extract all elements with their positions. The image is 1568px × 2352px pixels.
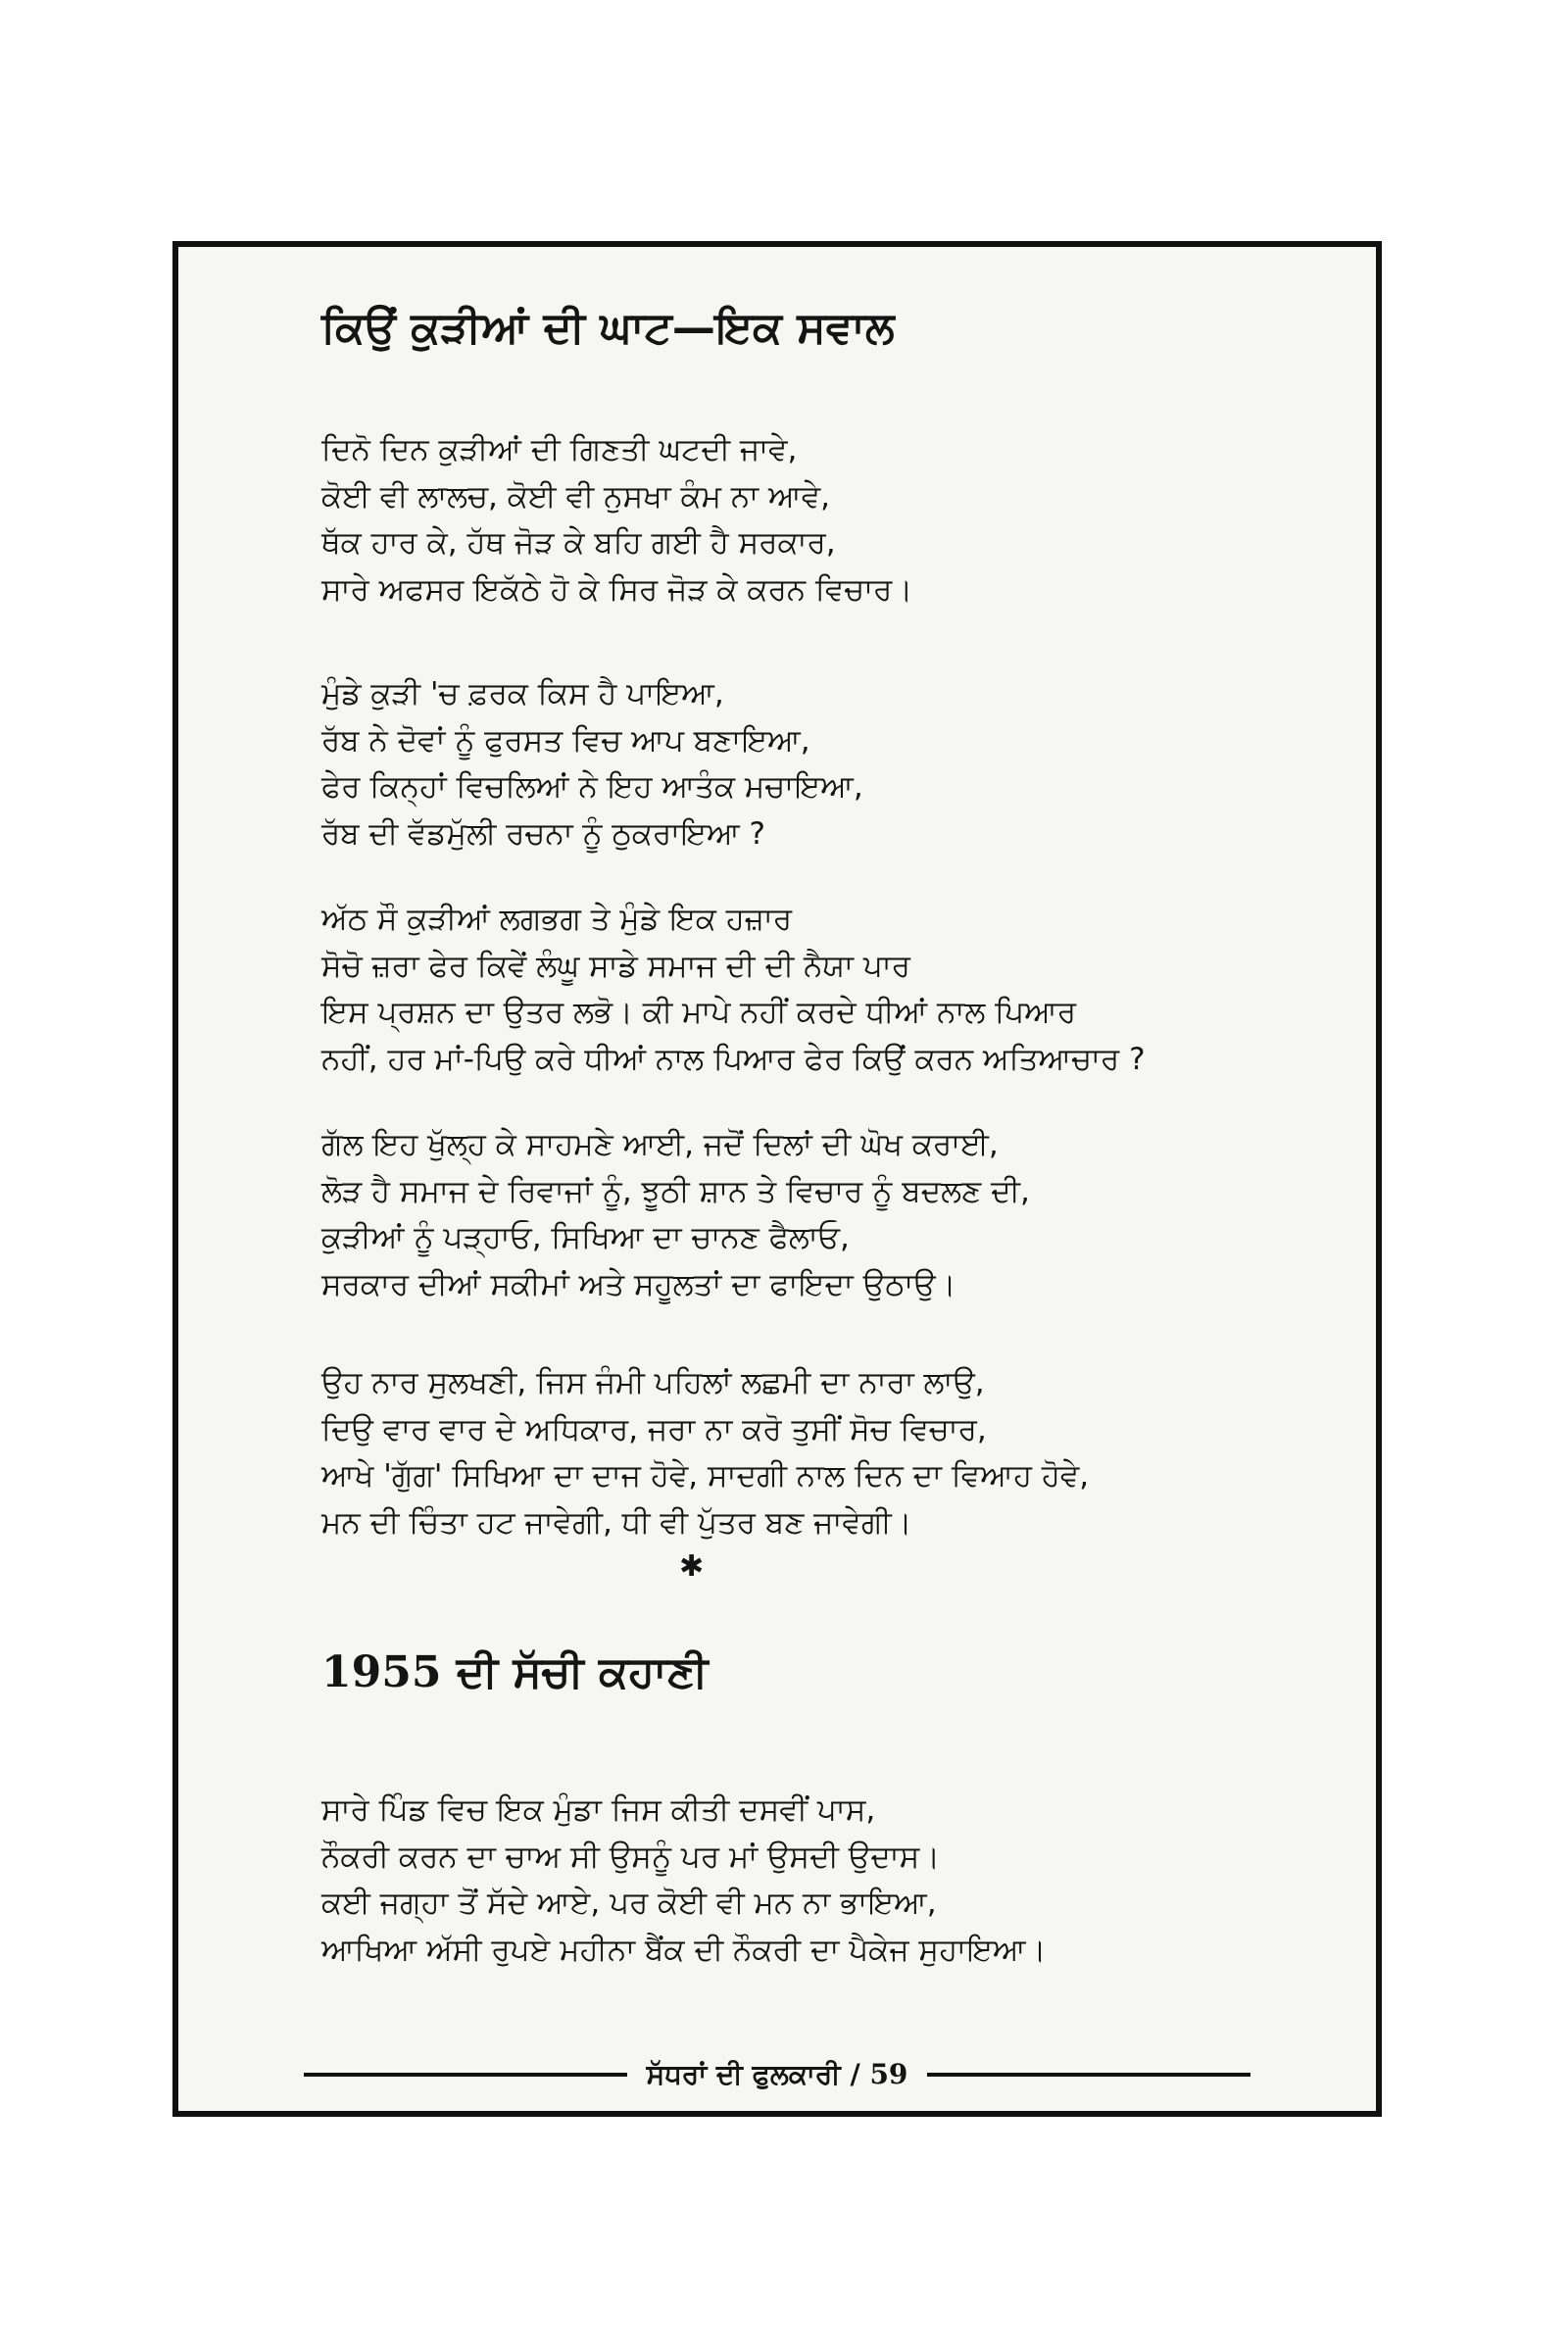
poem-title: ਕਿਉਂ ਕੁੜੀਆਂ ਦੀ ਘਾਟ—ਇਕ ਸਵਾਲ bbox=[321, 303, 895, 353]
poem-line: ਥੱਕ ਹਾਰ ਕੇ, ਹੱਥ ਜੋੜ ਕੇ ਬਹਿ ਗਈ ਹੈ ਸਰਕਾਰ, bbox=[321, 525, 836, 561]
poem-line: ਸਾਰੇ ਅਫਸਰ ਇਕੱਠੇ ਹੋ ਕੇ ਸਿਰ ਜੋੜ ਕੇ ਕਰਨ ਵਿਚਾਰ। bbox=[321, 571, 913, 608]
stanza bbox=[321, 1360, 1089, 1546]
poem-line: ਅੱਠ ਸੌ ਕੁੜੀਆਂ ਲਗਭਗ ਤੇ ਮੁੰਡੇ ਇਕ ਹਜ਼ਾਰ bbox=[321, 902, 793, 937]
poem-line: ਲੋੜ ਹੈ ਸਮਾਜ ਦੇ ਰਿਵਾਜਾਂ ਨੂੰ, ਝੂਠੀ ਸ਼ਾਨ ਤੇ ਵਿਚਾਰ ਨੂੰ ਬਦਲਣ ਦੀ, bbox=[321, 1173, 1030, 1209]
book-page bbox=[172, 241, 1382, 2117]
page-footer bbox=[178, 2058, 1376, 2091]
footer-rule-left bbox=[304, 2073, 627, 2077]
poem-line: ਕਈ ਜਗ੍ਹਾ ਤੋਂ ਸੱਦੇ ਆਏ, ਪਰ ਕੋਈ ਵੀ ਮਨ ਨਾ ਭਾਇਆ, bbox=[321, 1886, 937, 1921]
poem-line: ਸਾਰੇ ਪਿੰਡ ਵਿਚ ਇਕ ਮੁੰਡਾ ਜਿਸ ਕੀਤੀ ਦਸਵੀਂ ਪਾਸ, bbox=[321, 1792, 876, 1828]
poem-line: ਨੌਕਰੀ ਕਰਨ ਦਾ ਚਾਅ ਸੀ ਉਸਨੂੰ ਪਰ ਮਾਂ ਉਸਦੀ ਉਦਾਸ। bbox=[321, 1838, 941, 1875]
poem-title: 1955 ਦੀ ਸੱਚੀ ਕਹਾਣੀ bbox=[321, 1647, 709, 1697]
poem-line: ਆਖੇ 'ਗੁੱਗ' ਸਿਖਿਆ ਦਾ ਦਾਜ ਹੋਵੇ, ਸਾਦਗੀ ਨਾਲ ਦਿਨ ਦਾ ਵਿਆਹ ਹੋਵੇ, bbox=[321, 1458, 1090, 1494]
poem-line: ਨਹੀਂ, ਹਰ ਮਾਂ-ਪਿਉ ਕਰੇ ਧੀਆਂ ਨਾਲ ਪਿਆਰ ਫੇਰ ਕਿਉਂ ਕਰਨ ਅਤਿਆਚਾਰ ? bbox=[321, 1041, 1146, 1077]
asterisk-separator-icon: ✱ bbox=[679, 1549, 705, 1584]
stanza bbox=[321, 897, 1146, 1083]
poem-line: ਗੱਲ ਇਹ ਖੁੱਲ੍ਹ ਕੇ ਸਾਹਮਣੇ ਆਈ, ਜਦੋਂ ਦਿਲਾਂ ਦੀ ਘੋਖ ਕਰਾਈ, bbox=[321, 1127, 999, 1162]
poem-line: ਇਸ ਪ੍ਰਸ਼ਨ ਦਾ ਉਤਰ ਲਭੋ। ਕੀ ਮਾਪੇ ਨਹੀਂ ਕਰਦੇ ਧੀਆਂ ਨਾਲ ਪਿਆਰ bbox=[321, 995, 1077, 1030]
poem-line: ਰੱਬ ਦੀ ਵੱਡਮੁੱਲੀ ਰਚਨਾ ਨੂੰ ਠੁਕਰਾਇਆ ? bbox=[321, 815, 766, 852]
stanza bbox=[321, 427, 912, 613]
stanza bbox=[321, 671, 863, 858]
stanza bbox=[321, 1788, 1047, 1974]
poem-line: ਫੇਰ ਕਿਨ੍ਹਾਂ ਵਿਚਲਿਆਂ ਨੇ ਇਹ ਆਤੰਕ ਮਚਾਇਆ, bbox=[321, 769, 863, 805]
poem-line: ਆਖਿਆ ਅੱਸੀ ਰੁਪਏ ਮਹੀਨਾ ਬੈਂਕ ਦੀ ਨੌਕਰੀ ਦਾ ਪੈਕੇਜ ਸੁਹਾਇਆ। bbox=[321, 1932, 1047, 1968]
poem-line: ਸਰਕਾਰ ਦੀਆਂ ਸਕੀਮਾਂ ਅਤੇ ਸਹੂਲਤਾਂ ਦਾ ਫਾਇਦਾ ਉਠਾਉ। bbox=[321, 1266, 956, 1302]
poem-line: ਦਿਉ ਵਾਰ ਵਾਰ ਦੇ ਅਧਿਕਾਰ, ਜਰਾ ਨਾ ਕਰੋ ਤੁਸੀਂ ਸੋਚ ਵਿਚਾਰ, bbox=[321, 1411, 987, 1447]
poem-line: ਰੱਬ ਨੇ ਦੋਵਾਂ ਨੂੰ ਫੁਰਸਤ ਵਿਚ ਆਪ ਬਣਾਇਆ, bbox=[321, 722, 810, 759]
poem-line: ਸੋਚੋ ਜ਼ਰਾ ਫੇਰ ਕਿਵੇਂ ਲੰਘੂ ਸਾਡੇ ਸਮਾਜ ਦੀ ਦੀ ਨੈਯਾ ਪਾਰ bbox=[321, 948, 910, 984]
poem-line: ਕੁੜੀਆਂ ਨੂੰ ਪੜ੍ਹਾਓ, ਸਿਖਿਆ ਦਾ ਚਾਨਣ ਫੈਲਾਓ, bbox=[321, 1220, 850, 1255]
stanza bbox=[321, 1122, 1030, 1308]
poem-line: ਮਨ ਦੀ ਚਿੰਤਾ ਹਟ ਜਾਵੇਗੀ, ਧੀ ਵੀ ਪੁੱਤਰ ਬਣ ਜਾਵੇਗੀ। bbox=[321, 1504, 912, 1541]
poem-line: ਉਹ ਨਾਰ ਸੁਲਖਣੀ, ਜਿਸ ਜੰਮੀ ਪਹਿਲਾਂ ਲਛਮੀ ਦਾ ਨਾਰਾ ਲਾਉ, bbox=[321, 1365, 985, 1400]
poem-line: ਮੁੰਡੇ ਕੁੜੀ 'ਚ ਫ਼ਰਕ ਕਿਸ ਹੈ ਪਾਇਆ, bbox=[321, 676, 724, 711]
poem-line: ਕੋਈ ਵੀ ਲਾਲਚ, ਕੋਈ ਵੀ ਨੁਸਖਾ ਕੰਮ ਨਾ ਆਵੇ, bbox=[321, 478, 830, 514]
footer-book-title-page-number: ਸੱਧਰਾਂ ਦੀ ਫੁਲਕਾਰੀ / 59 bbox=[646, 2058, 908, 2090]
poem-line: ਦਿਨੋ ਦਿਨ ਕੁੜੀਆਂ ਦੀ ਗਿਣਤੀ ਘਟਦੀ ਜਾਵੇ, bbox=[321, 432, 798, 467]
footer-rule-right bbox=[927, 2073, 1250, 2077]
